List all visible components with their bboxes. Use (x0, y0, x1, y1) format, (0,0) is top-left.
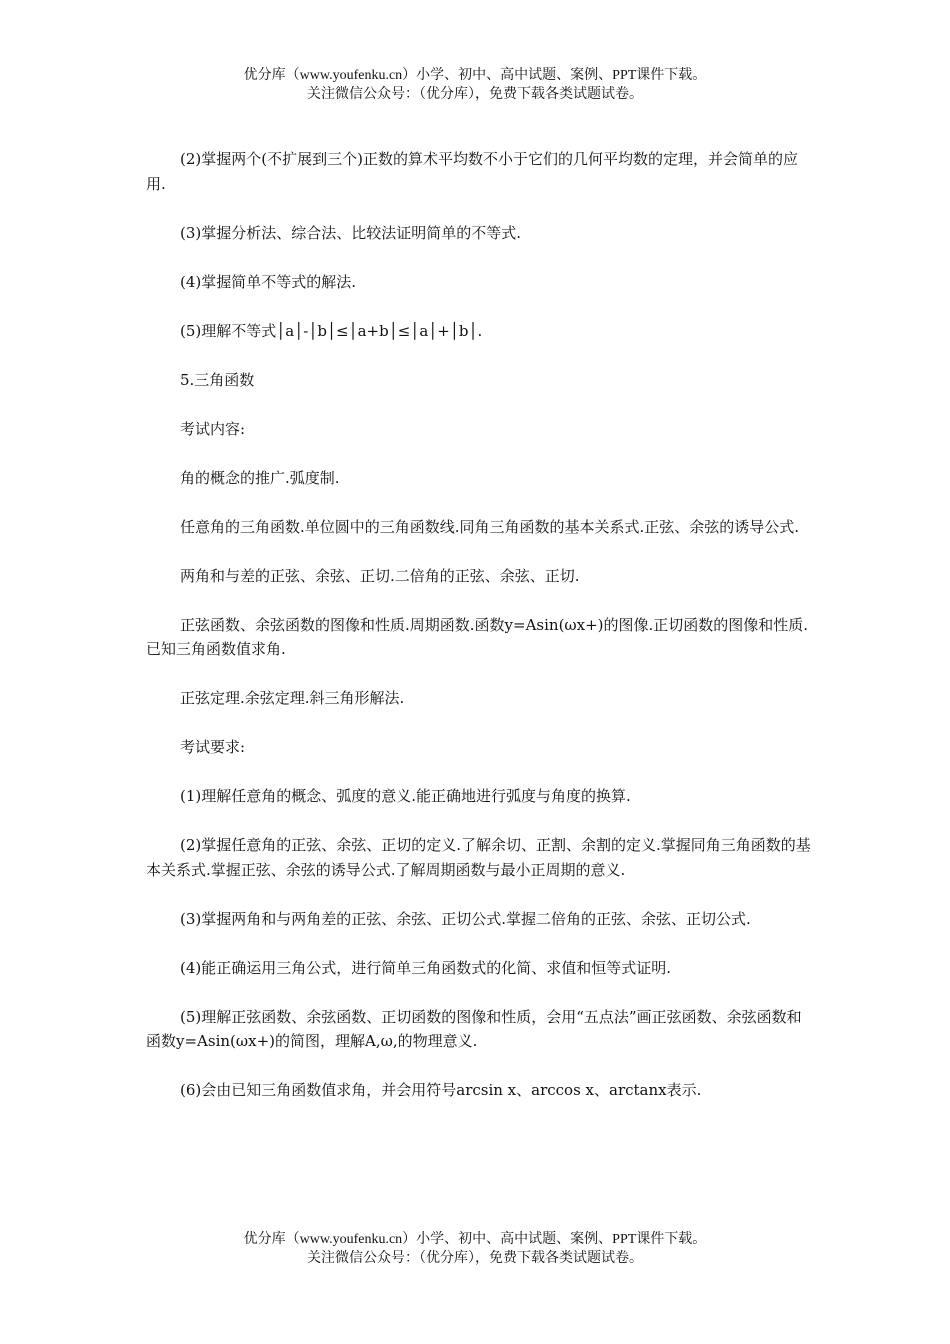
paragraph: 任意角的三角函数.单位圆中的三角函数线.同角三角函数的基本关系式.正弦、余弦的诱导公式. (180, 517, 800, 536)
paragraph: 角的概念的推广.弧度制. (180, 468, 340, 487)
paragraph: 正弦函数、余弦函数的图像和性质.周期函数.函数y=Asin(ωx+)的图像.正切函数的图像和性质.已知三角函数值求角. (146, 615, 809, 658)
paragraph: 正弦定理.余弦定理.斜三角形解法. (180, 689, 405, 707)
subsection-heading: 考试要求: (180, 738, 246, 756)
section-heading: 5.三角函数 (180, 370, 255, 389)
paragraph: (2)掌握两个(不扩展到三个)正数的算术平均数不小于它们的几何平均数的定理，并会简单的应用. (146, 150, 798, 193)
paragraph: 两角和与差的正弦、余弦、正切.二倍角的正弦、余弦、正切. (180, 566, 580, 585)
footer-line-1: 优分库（www.youfenku.cn）小学、初中、高中试题、案例、PPT课件下载。 (243, 1232, 707, 1247)
header-line-1: 优分库（www.youfenku.cn）小学、初中、高中试题、案例、PPT课件下载。 (243, 68, 707, 83)
paragraph: (3)掌握两角和与两角差的正弦、余弦、正切公式.掌握二倍角的正弦、余弦、正切公式. (180, 909, 751, 928)
document-body (146, 147, 814, 1127)
header-line-2: 关注微信公众号：（优分库），免费下载各类试题试卷。 (307, 87, 643, 102)
subsection-heading: 考试内容: (180, 419, 246, 438)
paragraph: (5)理解不等式│a│-│b│≤│a+b│≤│a│+│b│. (180, 321, 483, 340)
page-header (0, 66, 950, 104)
paragraph: (1)理解任意角的概念、弧度的意义.能正确地进行弧度与角度的换算. (180, 787, 631, 805)
paragraph: (5)理解正弦函数、余弦函数、正切函数的图像和性质，会用“五点法”画正弦函数、余弦函数和函数y=Asin(ωx+)的简图，理解A,ω,的物理意义. (146, 1007, 802, 1050)
footer-line-2: 关注微信公众号：（优分库），免费下载各类试题试卷。 (307, 1251, 643, 1266)
paragraph: (4)掌握简单不等式的解法. (180, 272, 357, 291)
paragraph: (3)掌握分析法、综合法、比较法证明简单的不等式. (180, 223, 522, 242)
page-footer (0, 1230, 950, 1268)
paragraph: (6)会由已知三角函数值求角，并会用符号arcsin x、arccos x、arctanx表示. (180, 1081, 702, 1099)
paragraph: (4)能正确运用三角公式，进行简单三角函数式的化简、求值和恒等式证明. (180, 958, 672, 977)
paragraph: (2)掌握任意角的正弦、余弦、正切的定义.了解余切、正割、余割的定义.掌握同角三角函数的基本关系式.掌握正弦、余弦的诱导公式.了解周期函数与最小正周期的意义. (146, 836, 811, 879)
